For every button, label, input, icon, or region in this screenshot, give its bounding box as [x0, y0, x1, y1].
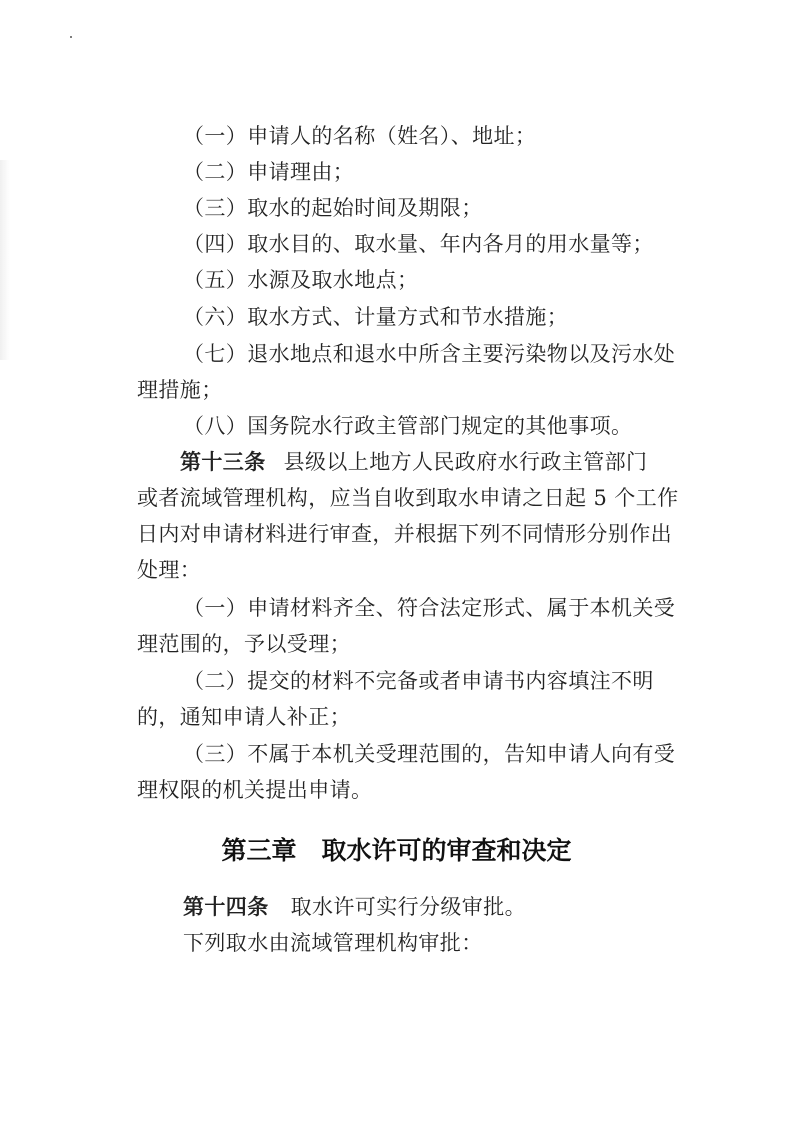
scan-shadow	[0, 160, 10, 360]
article-14-first-line	[183, 895, 526, 919]
article-13-item-3: （三）不属于本机关受理范围的，告知申请人向有受	[183, 742, 676, 766]
list-item-6: （六）取水方式、计量方式和节水措施；	[183, 305, 569, 329]
article-13-item-2-cont: 的，通知申请人补正；	[137, 705, 351, 729]
article-13-item-1: （一）申请材料齐全、符合法定形式、属于本机关受	[183, 596, 676, 620]
list-item-5: （五）水源及取水地点；	[183, 268, 419, 292]
list-item-7-cont: 理措施；	[137, 378, 223, 402]
list-item-1: （一）申请人的名称（姓名）、地址；	[183, 124, 537, 148]
list-item-2: （二）申请理由；	[183, 160, 355, 184]
list-item-4: （四）取水目的、取水量、年内各月的用水量等；	[183, 232, 654, 256]
article-13-item-1-cont: 理范围的，予以受理；	[137, 632, 351, 656]
list-item-8: （八）国务院水行政主管部门规定的其他事项。	[183, 414, 633, 438]
article-13-heading: 第十三条	[180, 450, 266, 474]
article-13-first-line	[180, 450, 647, 474]
list-item-7: （七）退水地点和退水中所含主要污染物以及污水处	[183, 342, 676, 366]
article-13-line-3: 日内对申请材料进行审查，并根据下列不同情形分别作出	[137, 522, 672, 546]
article-14-text: 取水许可实行分级审批。	[290, 895, 527, 919]
list-item-3: （三）取水的起始时间及期限；	[183, 196, 483, 220]
article-14-line-2: 下列取水由流域管理机构审批：	[183, 931, 483, 955]
article-13-text: 县级以上地方人民政府水行政主管部门	[283, 450, 648, 474]
article-13-line-4: 处理：	[137, 558, 202, 582]
article-13-item-3-cont: 理权限的机关提出申请。	[137, 778, 373, 802]
scan-speck	[70, 36, 72, 38]
article-13-item-2: （二）提交的材料不完备或者申请书内容填注不明	[183, 669, 654, 693]
article-13-line-2: 或者流域管理机构，应当自收到取水申请之日起 5 个工作	[137, 486, 679, 510]
article-14-heading: 第十四条	[183, 895, 269, 919]
chapter-title: 第三章 取水许可的审查和决定	[221, 836, 572, 865]
